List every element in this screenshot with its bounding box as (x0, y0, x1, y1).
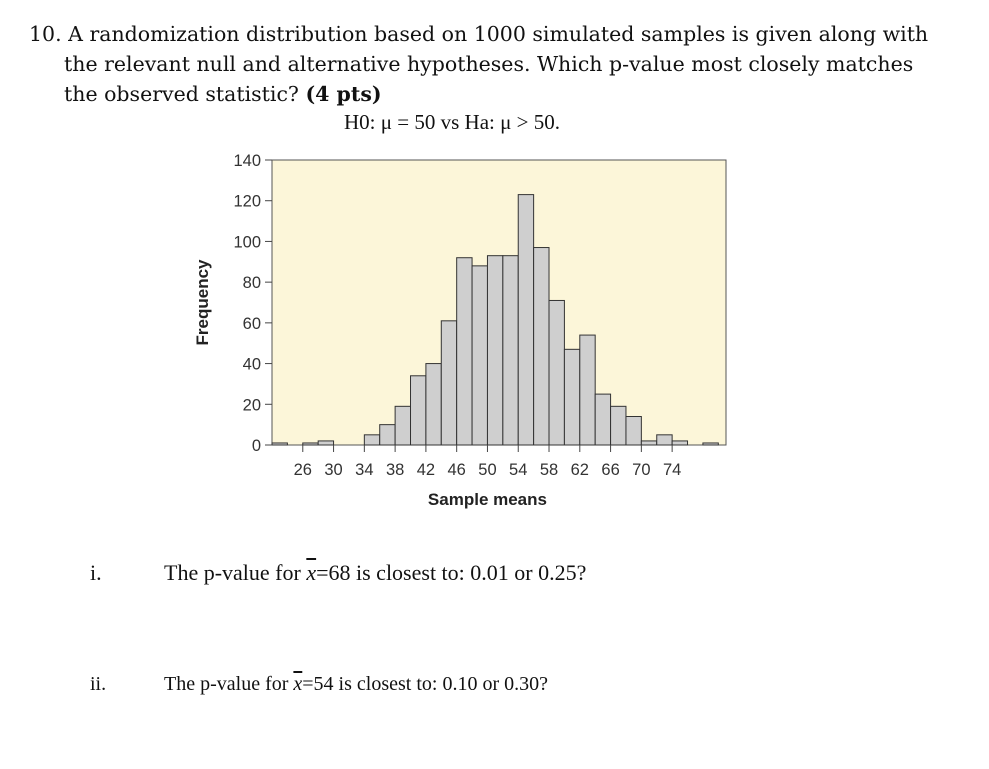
histogram-bar (472, 266, 487, 445)
y-axis-label: Frequency (193, 259, 212, 346)
part-ii-number: ii. (90, 673, 107, 695)
x-tick-label: 30 (324, 461, 343, 479)
x-tick-label: 38 (385, 461, 405, 479)
part-ii-text (164, 673, 548, 696)
x-tick-label: 54 (509, 461, 528, 479)
part-i-text-post: =68 is closest to: 0.01 or 0.25? (316, 560, 587, 585)
histogram-bar (426, 364, 441, 445)
histogram-bar (657, 435, 672, 445)
histogram-bar (457, 258, 472, 445)
x-tick-label: 50 (478, 461, 497, 479)
histogram-bar (503, 256, 518, 445)
x-axis-label: Sample means (427, 490, 547, 509)
question-text-3: the observed statistic? (64, 82, 299, 106)
histogram-bar (672, 441, 687, 445)
histogram-bar (580, 335, 595, 445)
histogram-bar (303, 443, 318, 445)
randomization-histogram (180, 145, 740, 515)
question-line-1 (29, 19, 959, 49)
y-tick-label: 100 (233, 233, 261, 252)
y-tick-label: 0 (251, 437, 261, 455)
x-tick-label: 34 (355, 461, 374, 479)
histogram-bar (411, 376, 426, 445)
xbar-symbol: $\overline{x}$ (306, 560, 317, 585)
part-i-text-pre: The p-value for (164, 560, 307, 585)
part-ii-text-pre: The p-value for (164, 673, 294, 695)
y-tick-label: 60 (242, 314, 261, 333)
y-tick-label: 140 (233, 152, 261, 170)
histogram-bar (703, 443, 718, 445)
part-ii-text-post: =54 is closest to: 0.10 or 0.30? (302, 673, 548, 695)
histogram-bar (318, 441, 333, 445)
y-tick-label: 40 (242, 355, 261, 374)
question-text-1: A randomization distribution based on 1000 simulated samples is given along with (68, 22, 929, 46)
y-tick-label: 80 (242, 274, 261, 293)
histogram-bar (611, 406, 626, 445)
question-points: (4 pts) (305, 82, 382, 106)
histogram-bar (518, 195, 533, 445)
question-text-2: the relevant null and alternative hypotheses. Which p-value most closely matches (64, 52, 914, 76)
histogram-bar (549, 300, 564, 445)
hypotheses: H0: μ = 50 vs Ha: μ > 50. (344, 110, 560, 134)
x-tick-label: 42 (416, 461, 436, 479)
histogram-bar (595, 394, 610, 445)
question-number: 10. (29, 22, 62, 46)
histogram-bar (564, 349, 579, 445)
histogram-bar (534, 248, 549, 445)
histogram-bar (272, 443, 287, 445)
histogram-bar (395, 406, 410, 445)
x-tick-label: 46 (447, 461, 466, 479)
part-i-text (164, 560, 586, 586)
histogram-bar (641, 441, 656, 445)
x-tick-label: 66 (601, 461, 620, 479)
x-tick-label: 74 (662, 461, 682, 479)
x-tick-label: 70 (632, 461, 651, 479)
histogram-bar (626, 417, 641, 446)
part-i-number: i. (90, 560, 102, 585)
x-tick-label: 62 (570, 461, 589, 479)
question-line-3 (29, 79, 959, 109)
y-tick-label: 20 (242, 396, 261, 415)
histogram-bar (364, 435, 379, 445)
histogram-bar (441, 321, 456, 445)
histogram-bar (487, 256, 502, 445)
histogram-bar (380, 425, 395, 445)
x-tick-label: 58 (539, 461, 559, 479)
xbar-symbol: $\overline{x}$ (293, 673, 303, 695)
y-axis (233, 152, 272, 455)
x-tick-label: 26 (293, 461, 312, 479)
y-tick-label: 120 (233, 192, 261, 211)
x-axis (294, 445, 682, 479)
question-block (29, 19, 959, 109)
